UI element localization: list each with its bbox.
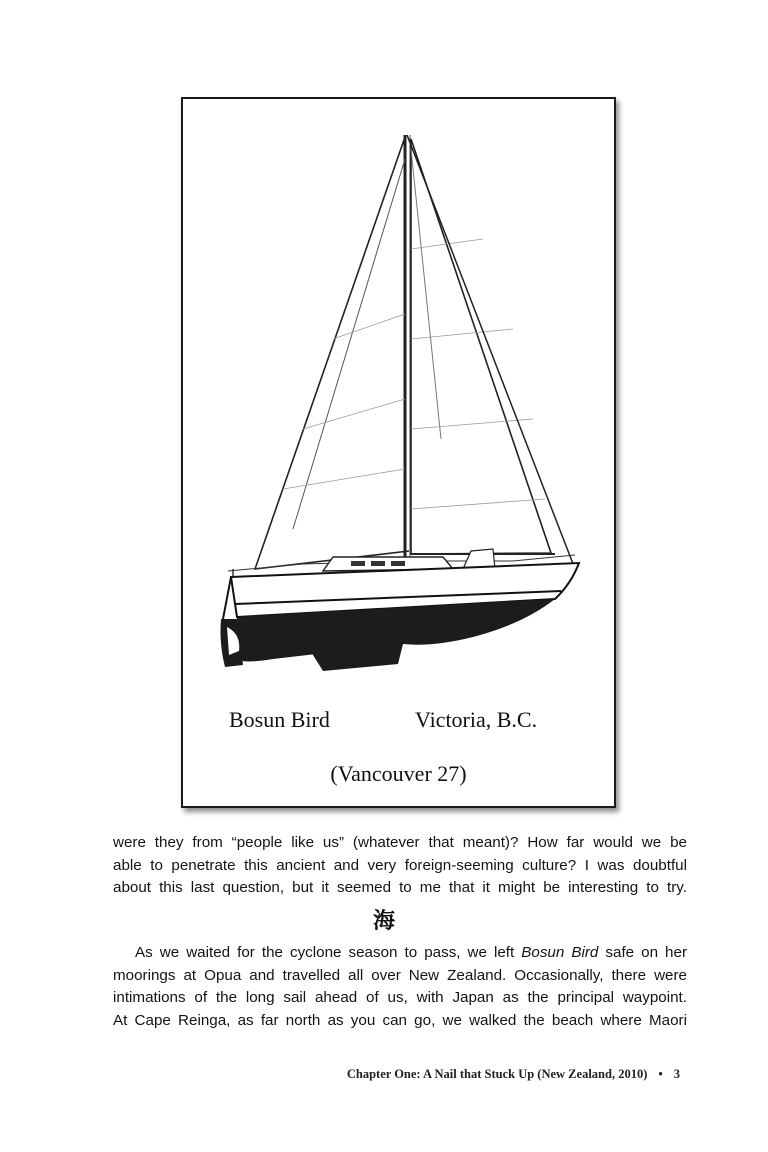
text-line: were they from “people like us” (whatever that meant)? How far would we be [113,834,687,851]
boat-name-italic: Bosun Bird [521,944,599,961]
page-footer [347,1067,680,1082]
caption-home-port: Victoria, B.C. [415,707,538,732]
paragraph-1 [113,832,687,900]
text-line: moorings at Opua and travelled all over New Zealand. Occasionally, there were [113,966,687,984]
text-line: At Cape Reinga, as far north as you can go, we walked the beach where Maori [113,1011,687,1029]
caption-boat-model: (Vancouver 27) [330,761,467,786]
text-line: intimations of the long sail ahead of us, with Japan as the principal waypoint. [113,989,687,1006]
sailboat-illustration [183,99,614,699]
separator-dot: • [658,1067,663,1081]
page-number: 3 [673,1067,680,1081]
text-line [113,942,687,965]
running-head: Chapter One: A Nail that Stuck Up (New Zealand, 2010) [346,1067,648,1081]
text-run: safe on her [598,944,687,961]
text-line: about this last question, but it seemed to me that it might be interesting to try. [113,879,687,896]
text-line: able to penetrate this ancient and very foreign-seeming culture? I was doubtful [113,856,687,874]
caption-boat-name: Bosun Bird [229,707,330,732]
paragraph-2 [113,942,687,1032]
boat-figure [181,97,616,808]
section-break-glyph: 海 [372,909,395,934]
text-run: As we waited for the cyclone season to pass, we left [135,944,522,961]
